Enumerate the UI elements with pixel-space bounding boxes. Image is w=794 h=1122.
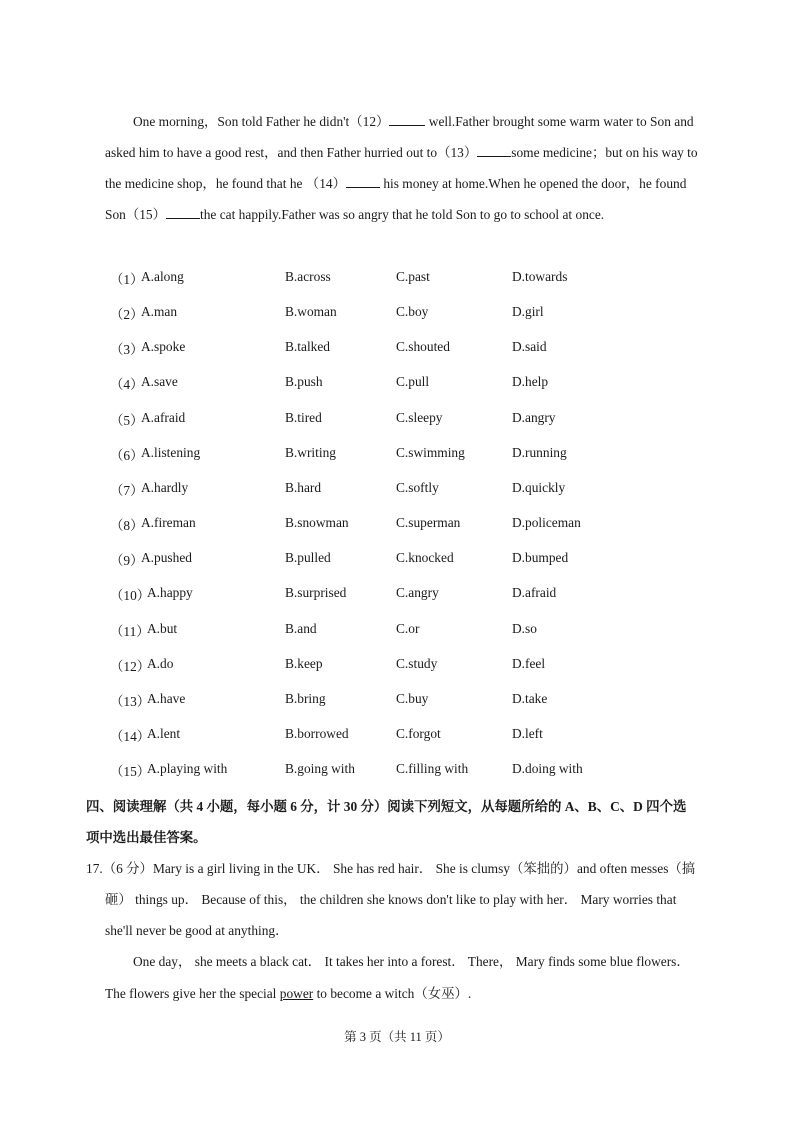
- option-c: C.pull: [396, 374, 430, 390]
- option-row: [0, 515, 794, 535]
- option-c: C.knocked: [396, 550, 454, 566]
- option-b: B.snowman: [285, 515, 349, 531]
- option-row: [0, 656, 794, 676]
- option-d: D.towards: [512, 269, 568, 284]
- option-number: （11）: [110, 623, 150, 639]
- option-a: A.along: [141, 269, 184, 284]
- option-b: B.woman: [285, 304, 337, 320]
- option-b: B.tired: [285, 409, 322, 425]
- option-d: D.doing with: [512, 761, 583, 777]
- option-d: D.take: [512, 690, 548, 706]
- option-b: B.going with: [285, 761, 355, 777]
- option-a: A.happy: [147, 585, 193, 601]
- option-number: （12）: [110, 658, 151, 674]
- option-c: C.shouted: [396, 339, 450, 355]
- option-a: A.but: [147, 620, 178, 636]
- option-d: D.afraid: [512, 585, 557, 601]
- option-a: A.spoke: [141, 339, 186, 355]
- option-row: [0, 726, 794, 746]
- option-d: D.angry: [512, 409, 556, 425]
- option-c: C.filling with: [396, 761, 469, 777]
- option-b: B.pulled: [285, 550, 331, 566]
- option-d: D.so: [512, 620, 537, 636]
- option-d: D.said: [512, 339, 547, 355]
- option-b: B.across: [285, 269, 331, 284]
- option-c: C.forgot: [396, 725, 441, 741]
- option-a: A.lent: [147, 725, 181, 741]
- option-b: B.borrowed: [285, 725, 349, 741]
- option-number: （10）: [110, 588, 151, 604]
- option-b: B.talked: [285, 339, 330, 355]
- underlined-word: power: [279, 986, 314, 1001]
- option-b: B.bring: [285, 690, 326, 706]
- option-number: （1）: [110, 272, 144, 287]
- option-a: A.man: [141, 304, 178, 320]
- answer-blank-13: [477, 145, 511, 157]
- question-17-line-2: 砸） things up． Because of this， the children she knows don't like to play with her． Mary worries that: [105, 892, 677, 907]
- option-a: A.have: [147, 690, 186, 706]
- option-d: D.policeman: [512, 515, 581, 531]
- option-a: A.hardly: [141, 479, 189, 495]
- option-row: [0, 410, 794, 430]
- option-a: A.do: [147, 655, 174, 671]
- page-footer: 第 3 页（共 11 页）: [344, 1030, 450, 1044]
- option-b: B.and: [285, 620, 317, 636]
- section-heading-line-2: 项中选出最佳答案。: [86, 830, 207, 845]
- option-row: [0, 550, 794, 570]
- option-b: B.writing: [285, 444, 336, 460]
- option-row: [0, 374, 794, 394]
- option-a: A.save: [141, 374, 178, 390]
- question-17-line-1: 17.（6 分）Mary is a girl living in the UK． She has red hair． She is clumsy（笨拙的）and often messes（搞: [86, 861, 696, 876]
- question-17-line-4: One day， she meets a black cat． It takes her into a forest． There， Mary finds some blue flowers．: [133, 954, 690, 969]
- option-d: D.feel: [512, 655, 546, 671]
- option-c: C.buy: [396, 690, 429, 706]
- option-number: （4）: [110, 377, 144, 393]
- option-a: A.listening: [141, 444, 201, 460]
- option-c: C.angry: [396, 585, 439, 601]
- option-row: [0, 585, 794, 605]
- option-number: （8）: [110, 518, 144, 534]
- passage-line-2: asked him to have a good rest，and then Father hurried out to（13） some medicine；but on his way to: [105, 145, 698, 160]
- passage-line-4: Son（15） the cat happily.Father was so angry that he told Son to go to school at once.: [105, 207, 605, 222]
- option-number: （2）: [110, 307, 144, 323]
- option-row: [0, 621, 794, 641]
- option-c: C.softly: [396, 479, 439, 495]
- option-d: D.help: [512, 374, 549, 390]
- option-a: A.pushed: [141, 550, 192, 566]
- option-c: C.boy: [396, 304, 429, 320]
- option-number: （5）: [110, 412, 144, 428]
- option-c: C.study: [396, 655, 438, 671]
- option-row: [0, 269, 794, 289]
- option-d: D.left: [512, 725, 543, 741]
- option-number: （13）: [110, 693, 151, 709]
- option-c: C.swimming: [396, 444, 465, 460]
- option-b: B.hard: [285, 479, 322, 495]
- option-number: （3）: [110, 342, 144, 358]
- option-b: B.keep: [285, 655, 323, 671]
- section-heading-line-1: 四、阅读理解（共 4 小题，每小题 6 分，计 30 分）阅读下列短文，从每题所给的 A、B、C、D 四个选: [86, 799, 687, 814]
- option-number: （15）: [110, 764, 151, 780]
- option-row: [0, 691, 794, 711]
- option-b: B.push: [285, 374, 323, 390]
- option-a: A.playing with: [147, 761, 228, 777]
- option-number: （14）: [110, 728, 151, 744]
- question-17-line-3: she'll never be good at anything．: [105, 923, 289, 938]
- option-c: C.past: [396, 269, 430, 284]
- option-d: D.girl: [512, 304, 544, 320]
- option-row: [0, 761, 794, 781]
- option-c: C.or: [396, 620, 420, 636]
- option-a: A.fireman: [141, 515, 196, 531]
- option-d: D.quickly: [512, 479, 566, 495]
- option-row: [0, 339, 794, 359]
- option-row: [0, 480, 794, 500]
- option-number: （6）: [110, 447, 144, 463]
- answer-blank-12: [389, 114, 425, 126]
- option-d: D.running: [512, 444, 567, 460]
- option-d: D.bumped: [512, 550, 569, 566]
- passage-line-3: the medicine shop，he found that he （14） his money at home.When he opened the door，he found: [105, 176, 687, 191]
- answer-blank-14: [346, 176, 380, 188]
- option-number: （9）: [110, 553, 144, 569]
- option-number: （7）: [110, 482, 144, 498]
- option-a: A.afraid: [141, 409, 186, 425]
- option-c: C.sleepy: [396, 409, 443, 425]
- option-b: B.surprised: [285, 585, 347, 601]
- answer-blank-15: [166, 207, 200, 219]
- option-c: C.superman: [396, 515, 461, 531]
- option-row: [0, 304, 794, 324]
- option-row: [0, 445, 794, 465]
- question-17-line-5: The flowers give her the special power to become a witch（女巫）.: [105, 986, 472, 1001]
- passage-line-1: One morning，Son told Father he didn't（12） well.Father brought some warm water to Son and: [133, 114, 694, 129]
